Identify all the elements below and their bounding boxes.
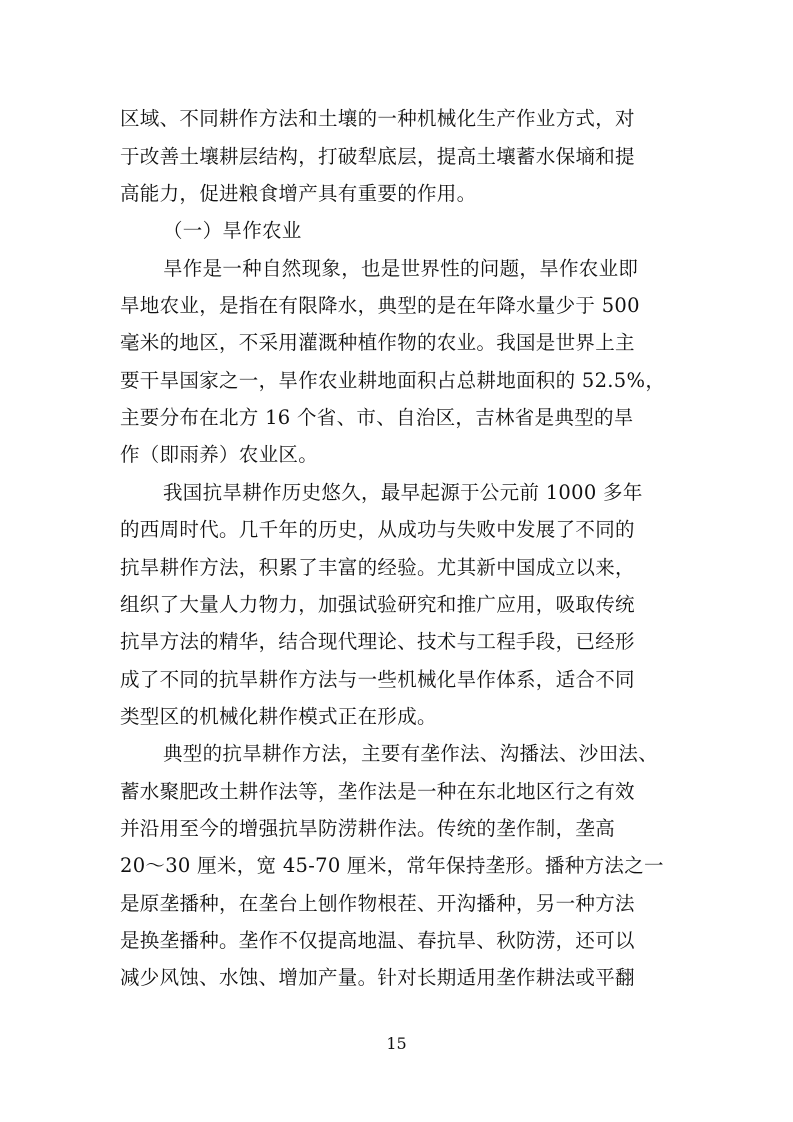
section-heading: （一）旱作农业 [163,219,302,242]
paragraph-line: 旱作是一种自然现象，也是世界性的问题，旱作农业即 [163,257,639,280]
paragraph-line: 20～30 厘米，宽 45-70 厘米，常年保持垄形。播种方法之一 [120,854,664,877]
paragraph-line: 区域、不同耕作方法和土壤的一种机械化生产作业方式，对 [120,107,635,130]
paragraph-line: 要干旱国家之一，旱作农业耕地面积占总耕地面积的 52.5%， [120,369,666,392]
paragraph-line: 抗旱方法的精华，结合现代理论、技术与工程手段，已经形 [120,630,635,653]
page-number: 15 [386,1034,407,1053]
paragraph-line: 是换垄播种。垄作不仅提高地温、春抗旱、秋防涝，还可以 [120,929,635,952]
paragraph-line: 并沿用至今的增强抗旱防涝耕作法。传统的垄作制，垄高 [120,817,616,840]
paragraph-line: 典型的抗旱耕作方法，主要有垄作法、沟播法、沙田法、 [163,742,659,765]
paragraph-line: 高能力，促进粮食增产具有重要的作用。 [120,182,477,205]
paragraph-line: 类型区的机械化耕作模式正在形成。 [120,705,437,728]
paragraph-line: 主要分布在北方 16 个省、市、自治区，吉林省是典型的旱 [120,406,634,429]
paragraph-line: 于改善土壤耕层结构，打破犁底层，提高土壤蓄水保墒和提 [120,145,635,168]
paragraph-line: 旱地农业，是指在有限降水，典型的是在年降水量少于 500 [120,294,640,317]
paragraph-line: 我国抗旱耕作历史悠久，最早起源于公元前 1000 多年 [163,481,643,504]
paragraph-line: 作（即雨养）农业区。 [120,443,319,466]
paragraph-line: 蓄水聚肥改土耕作法等，垄作法是一种在东北地区行之有效 [120,780,635,803]
paragraph-line: 组织了大量人力物力，加强试验研究和推广应用，吸取传统 [120,593,635,616]
paragraph-line: 的西周时代。几千年的历史，从成功与失败中发展了不同的 [120,518,635,541]
paragraph-line: 成了不同的抗旱耕作方法与一些机械化旱作体系，适合不同 [120,668,635,691]
paragraph-line: 抗旱耕作方法，积累了丰富的经验。尤其新中国成立以来， [120,556,635,579]
paragraph-line: 减少风蚀、水蚀、增加产量。针对长期适用垄作耕法或平翻 [120,966,635,989]
paragraph-line: 毫米的地区，不采用灌溉种植作物的农业。我国是世界上主 [120,331,635,354]
paragraph-line: 是原垄播种，在垄台上刨作物根茬、开沟播种，另一种方法 [120,892,635,915]
